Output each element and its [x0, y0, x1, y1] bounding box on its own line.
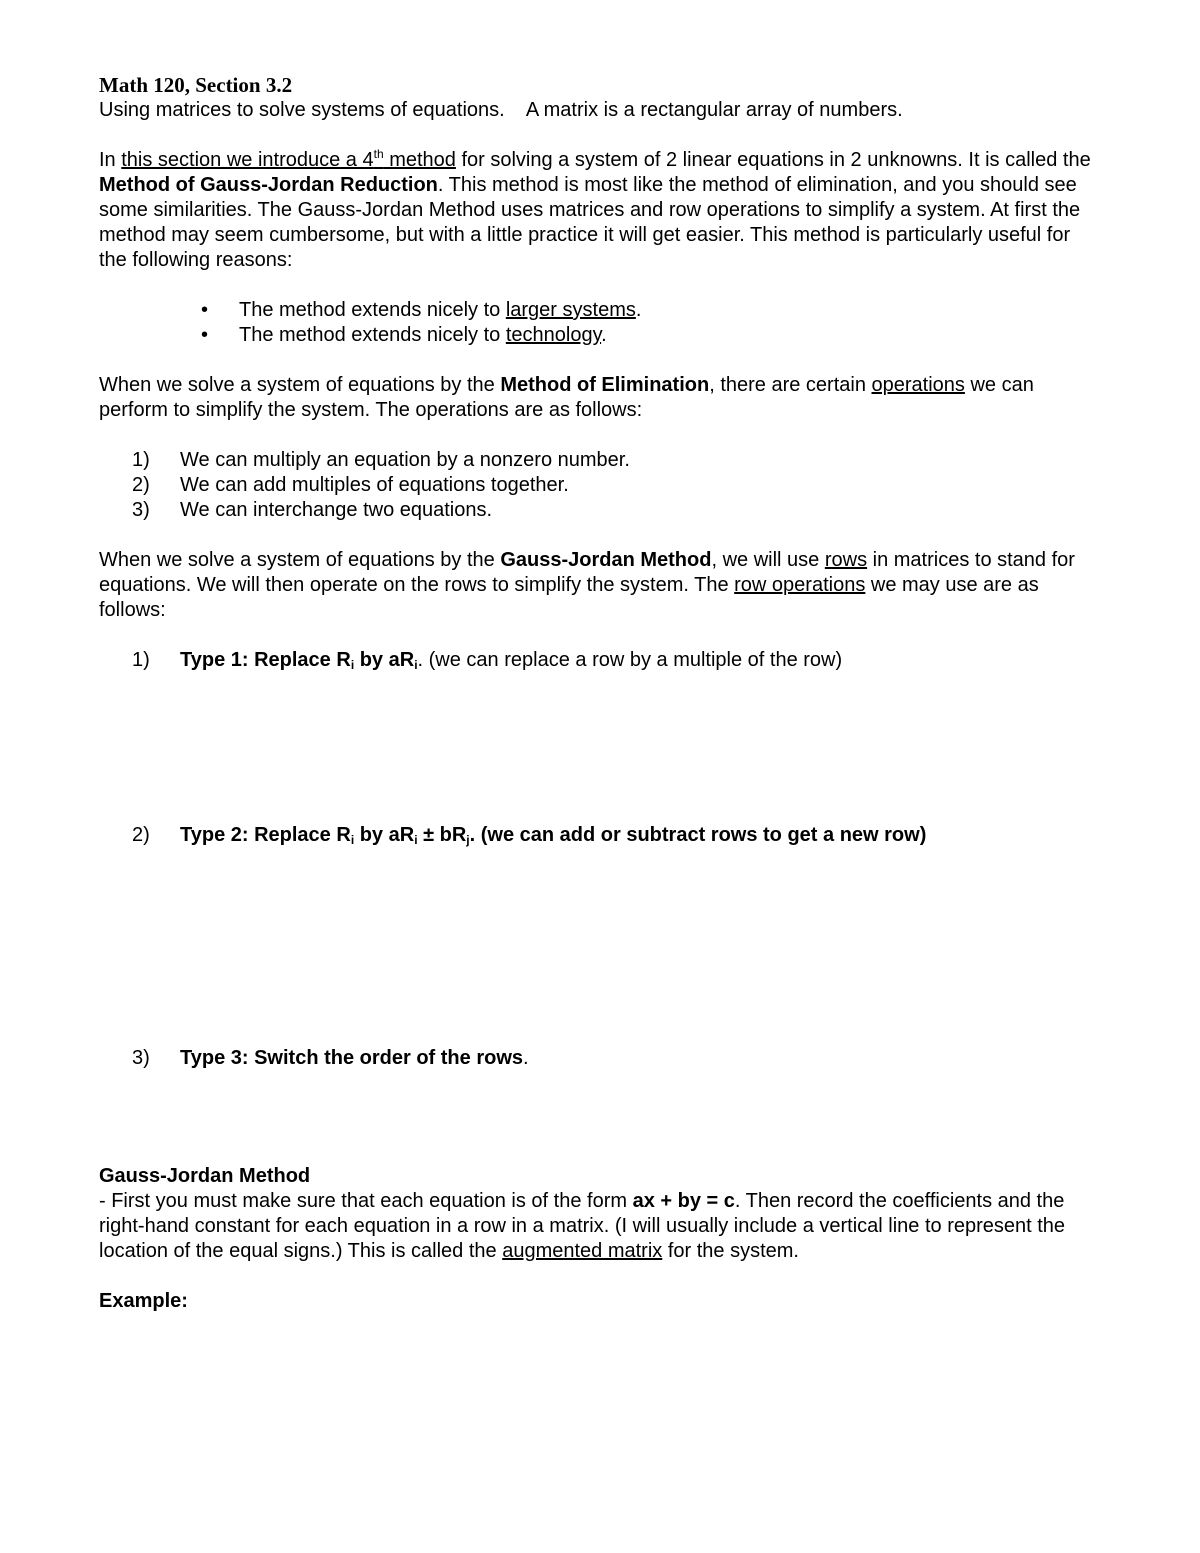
subtitle-line: Using matrices to solve systems of equations. A matrix is a rectangular array of numbers. — [99, 99, 903, 121]
list-item: 1) We can multiply an equation by a nonzero number. — [132, 449, 630, 471]
intro-paragraph: In this section we introduce a 4th method for solving a system of 2 linear equations in 2 unknowns. It is called the Method of Gauss-Jordan Reduction. This method is most like the method of elimination, and you should see some similarities. The Gauss-Jordan Method uses matrices and row operations to simplify a system. At first the method may seem cumbersome, but with a little practice it will get easier. This method is particularly useful for the following reasons: — [99, 147, 1091, 271]
bullet-icon: • — [201, 324, 209, 346]
row-operation-type-1: 1) Type 1: Replace $R_i$ by $aR_i$. (we can replace a row by a multiple of the row) — [132, 649, 843, 672]
gauss-jordan-description: - First you must make sure that each equation is of the form ax + by = c. Then record the coefficients and the right-hand constant for each equation in a row in a matrix. (I will usually include a vertical line to represent the location of the equal signs.) This is called the augmented matrix for the system. — [99, 1190, 1066, 1262]
elimination-paragraph: When we solve a system of equations by the Method of Elimination, there are certain operations we can perform to simplify the system. The operations are as follows: — [99, 374, 1034, 421]
row-operation-type-3: 3) Type 3: Switch the order of the rows. — [132, 1047, 529, 1069]
list-item: • The method extends nicely to technology. — [201, 324, 607, 346]
list-item: 2) We can add multiples of equations together. — [132, 474, 569, 496]
row-operations-list — [99, 648, 1099, 1071]
intro-underline: this section we introduce a 4th method — [121, 147, 456, 171]
example-label: Example: — [99, 1290, 188, 1312]
gauss-jordan-heading: Gauss-Jordan Method — [99, 1165, 311, 1187]
bullet-icon: • — [201, 299, 209, 321]
document-page — [99, 72, 1099, 1314]
method-name: Method of Gauss-Jordan Reduction — [99, 174, 438, 196]
gauss-jordan-paragraph: When we solve a system of equations by the Gauss-Jordan Method, we will use rows in matrices to stand for equations. We will then operate on the rows to simplify the system. The row operations we may use are as follows: — [99, 549, 1075, 621]
page-title: Math 120, Section 3.2 — [99, 73, 293, 97]
reasons-list — [99, 298, 1099, 348]
list-item: • The method extends nicely to larger systems. — [201, 299, 642, 321]
row-operation-type-2: 2) Type 2: Replace $R_i$ by $aR_i \pm bR_j$. (we can add or subtract rows to get a new row) — [132, 824, 927, 847]
elimination-operations-list — [99, 448, 1099, 523]
list-item: 3) We can interchange two equations. — [132, 499, 493, 521]
